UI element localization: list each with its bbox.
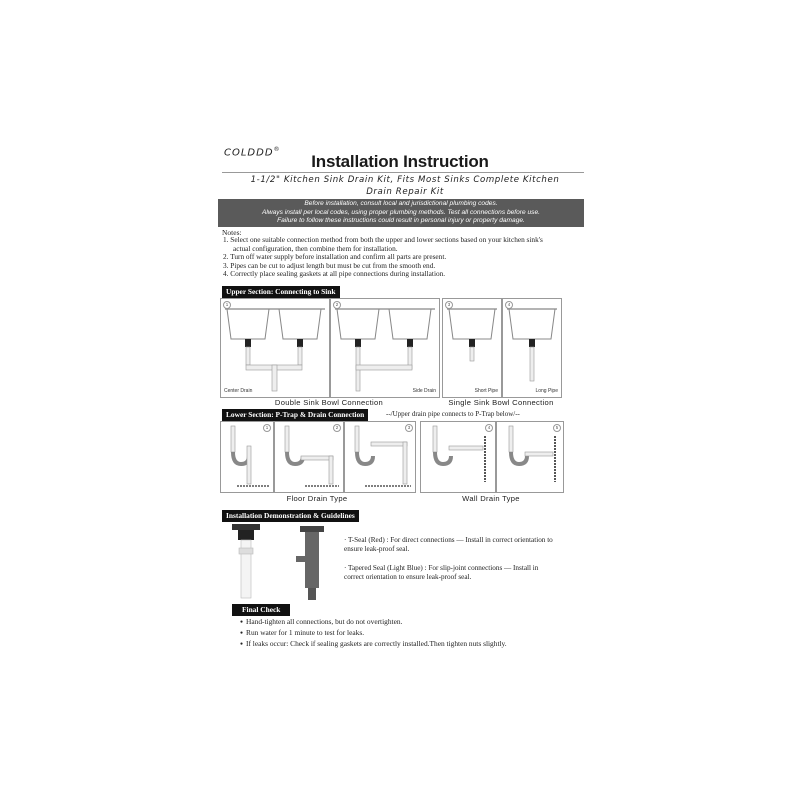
warning-box: Before installation, consult local and jurisdictional plumbing codes. Always install per local codes, using proper plumbing methods. Test all connections before use. Failure to follow these instructions could result in personal injury or property damage.: [218, 199, 584, 227]
final-check-header: Final Check: [232, 604, 290, 616]
demo-section-header: Installation Demonstration & Guidelines: [222, 510, 359, 522]
panel-floor-2: [274, 421, 344, 493]
note-item: 1. Select one suitable connection method from both the upper and lower sections based on your kitchen sink's actual configuration, then combine them for installation.: [223, 235, 543, 253]
final-check-list: [240, 617, 580, 650]
panel-number: 4: [505, 301, 513, 309]
notes-list: [222, 236, 562, 279]
panel-number: 3: [445, 301, 453, 309]
lower-section-header: Lower Section: P-Trap & Drain Connection: [222, 409, 368, 421]
label-center-drain: Center Drain: [224, 388, 253, 394]
panel-number: 5: [553, 424, 561, 432]
p-trap-diagram: [221, 422, 273, 492]
panel-wall-2: [496, 421, 564, 493]
note-item: 3. Pipes can be cut to adjust length but must be cut from the smooth end.: [223, 260, 436, 270]
p-trap-diagram: [345, 422, 415, 492]
panel-floor-3: [344, 421, 416, 493]
final-check-item: ● Hand-tighten all connections, but do not overtighten.: [240, 617, 580, 628]
panel-long-pipe: [502, 298, 562, 398]
caption-single-sink: Single Sink Bowl Connection: [448, 398, 554, 407]
tapered-seal-note: · Tapered Seal (Light Blue) : For slip-joint connections — Install in correct orientation to ensure leak-proof seal.: [344, 564, 539, 581]
long-pipe-diagram: [503, 299, 561, 397]
upper-section-header: Upper Section: Connecting to Sink: [222, 286, 340, 298]
brand-logo: COLDDD®: [224, 146, 281, 159]
center-drain-diagram: [221, 299, 329, 397]
tseal-illustration: [226, 522, 266, 602]
caption-wall-drain: Wall Drain Type: [462, 494, 520, 503]
title-divider: [222, 172, 584, 173]
panel-side-drain: [330, 298, 440, 398]
panel-floor-1: [220, 421, 274, 493]
panel-number: 2: [333, 424, 341, 432]
panel-center-drain: [220, 298, 330, 398]
short-pipe-diagram: [443, 299, 501, 397]
page-title: Installation Instruction: [311, 152, 489, 171]
notes-label: Notes:: [222, 228, 242, 237]
panel-number: 1: [263, 424, 271, 432]
p-trap-diagram: [275, 422, 343, 492]
wall-trap-diagram: [421, 422, 495, 492]
label-side-drain: Side Drain: [412, 388, 436, 394]
side-drain-diagram: [331, 299, 439, 397]
panel-number: 2: [333, 301, 341, 309]
panel-short-pipe: [442, 298, 502, 398]
panel-wall-1: [420, 421, 496, 493]
final-check-item: ● If leaks occur: Check if sealing gaskets are correctly installed.Then tighten nuts slightly.: [240, 639, 580, 650]
caption-floor-drain: Floor Drain Type: [286, 494, 348, 503]
panel-number: 1: [223, 301, 231, 309]
label-long-pipe: Long Pipe: [535, 388, 558, 394]
tapered-seal-illustration: [292, 522, 332, 602]
panel-number: 4: [485, 424, 493, 432]
note-item: 2. Turn off water supply before installation and confirm all parts are present.: [223, 252, 447, 262]
caption-double-sink: Double Sink Bowl Connection: [274, 398, 384, 407]
tseal-note: · T-Seal (Red) : For direct connections — Install in correct orientation to ensure leak-proof seal.: [344, 536, 553, 553]
panel-number: 3: [405, 424, 413, 432]
lower-section-note: --/Upper drain pipe connects to P-Trap below/--: [386, 410, 520, 418]
final-check-item: ● Run water for 1 minute to test for leaks.: [240, 628, 580, 639]
wall-trap-diagram: [497, 422, 563, 492]
label-short-pipe: Short Pipe: [474, 388, 498, 394]
note-item: 4. Correctly place sealing gaskets at all pipe connections during installation.: [223, 269, 446, 279]
page-subtitle: 1-1/2" Kitchen Sink Drain Kit, Fits Most Sinks Complete Kitchen Drain Repair Kit: [250, 175, 560, 197]
